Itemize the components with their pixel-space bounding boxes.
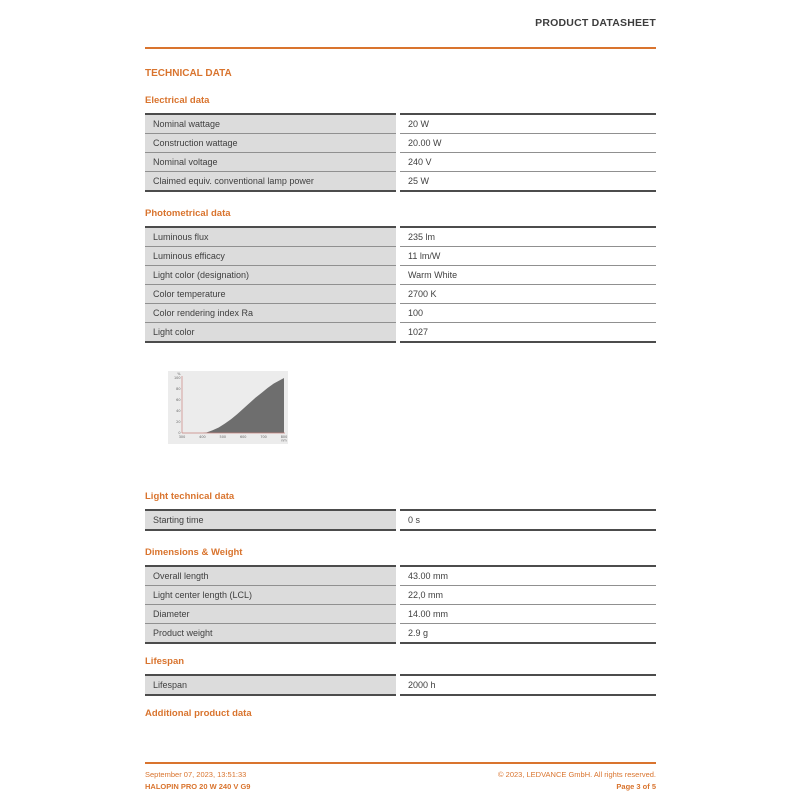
row-label: Nominal voltage — [145, 153, 398, 172]
row-label: Light color (designation) — [145, 266, 398, 285]
row-value: 235 lm — [398, 227, 656, 247]
table-row — [145, 247, 656, 266]
page-title: PRODUCT DATASHEET — [535, 17, 656, 29]
row-value: 43.00 mm — [398, 566, 656, 586]
table-row — [145, 172, 656, 192]
svg-text:0: 0 — [178, 431, 181, 436]
table-row — [145, 675, 656, 695]
row-label: Light color — [145, 323, 398, 343]
additional-product-data-heading: Additional product data — [145, 708, 252, 719]
spectral-distribution-chart — [168, 371, 288, 444]
svg-text:40: 40 — [176, 409, 181, 414]
lifespan-heading: Lifespan — [145, 656, 185, 667]
footer-left — [145, 769, 250, 794]
row-label: Luminous efficacy — [145, 247, 398, 266]
footer-copyright: © 2023, LEDVANCE GmbH. All rights reserved. — [498, 769, 656, 779]
svg-text:%: % — [177, 372, 181, 376]
svg-text:600: 600 — [239, 434, 247, 439]
footer-product-name: HALOPIN PRO 20 W 240 V G9 — [145, 781, 251, 791]
light-technical-data-heading: Light technical data — [145, 491, 235, 502]
table-row — [145, 114, 656, 134]
row-value: 2000 h — [398, 675, 656, 695]
lifespan-table — [145, 674, 656, 696]
row-label: Starting time — [145, 510, 398, 530]
photometrical-data-heading: Photometrical data — [145, 208, 231, 219]
dimensions-weight-heading: Dimensions & Weight — [145, 547, 243, 558]
row-label: Light center length (LCL) — [145, 586, 398, 605]
row-label: Lifespan — [145, 675, 398, 695]
electrical-data-heading: Electrical data — [145, 95, 210, 106]
svg-text:60: 60 — [176, 398, 181, 403]
row-value: Warm White — [398, 266, 656, 285]
row-label: Construction wattage — [145, 134, 398, 153]
footer-divider — [145, 762, 656, 764]
row-label: Color temperature — [145, 285, 398, 304]
row-value: 100 — [398, 304, 656, 323]
row-value: 25 W — [398, 172, 656, 192]
svg-text:nm: nm — [281, 438, 287, 443]
electrical-data-table — [145, 113, 656, 192]
page-footer — [145, 762, 656, 793]
row-value: 2700 K — [398, 285, 656, 304]
page-content — [145, 0, 656, 719]
svg-text:700: 700 — [260, 434, 267, 439]
table-row — [145, 566, 656, 586]
row-value: 240 V — [398, 153, 656, 172]
svg-text:800: 800 — [280, 434, 288, 439]
row-label: Product weight — [145, 624, 398, 644]
footer-date: September 07, 2023, 13:51:33 — [145, 769, 247, 779]
row-value: 1027 — [398, 323, 656, 343]
table-row — [145, 624, 656, 644]
table-row — [145, 134, 656, 153]
row-label: Overall length — [145, 566, 398, 586]
row-label: Diameter — [145, 605, 398, 624]
table-row — [145, 153, 656, 172]
row-value: 14.00 mm — [398, 605, 656, 624]
table-row — [145, 285, 656, 304]
footer-page-number: Page 3 of 5 — [616, 781, 656, 791]
footer-right — [498, 769, 656, 794]
svg-text:300: 300 — [178, 434, 186, 439]
technical-data-heading: TECHNICAL DATA — [145, 68, 232, 79]
header-divider — [145, 47, 656, 49]
row-value: 22,0 mm — [398, 586, 656, 605]
row-label: Nominal wattage — [145, 114, 398, 134]
svg-text:400: 400 — [199, 434, 206, 439]
table-row — [145, 323, 656, 343]
svg-text:100: 100 — [174, 376, 181, 381]
row-value: 20 W — [398, 114, 656, 134]
table-row — [145, 304, 656, 323]
row-label: Claimed equiv. conventional lamp power — [145, 172, 398, 192]
table-row — [145, 266, 656, 285]
table-row — [145, 227, 656, 247]
spectral-distribution-svg — [168, 371, 288, 444]
table-row — [145, 586, 656, 605]
row-value: 0 s — [398, 510, 656, 530]
svg-text:20: 20 — [176, 420, 181, 425]
svg-text:500: 500 — [219, 434, 227, 439]
row-value: 11 lm/W — [398, 247, 656, 266]
row-value: 2.9 g — [398, 624, 656, 644]
svg-text:80: 80 — [176, 387, 181, 392]
table-row — [145, 605, 656, 624]
row-label: Color rendering index Ra — [145, 304, 398, 323]
row-value: 20.00 W — [398, 134, 656, 153]
table-row — [145, 510, 656, 530]
light-technical-data-table — [145, 509, 656, 531]
dimensions-weight-table — [145, 565, 656, 644]
row-label: Luminous flux — [145, 227, 398, 247]
photometrical-data-table — [145, 226, 656, 343]
